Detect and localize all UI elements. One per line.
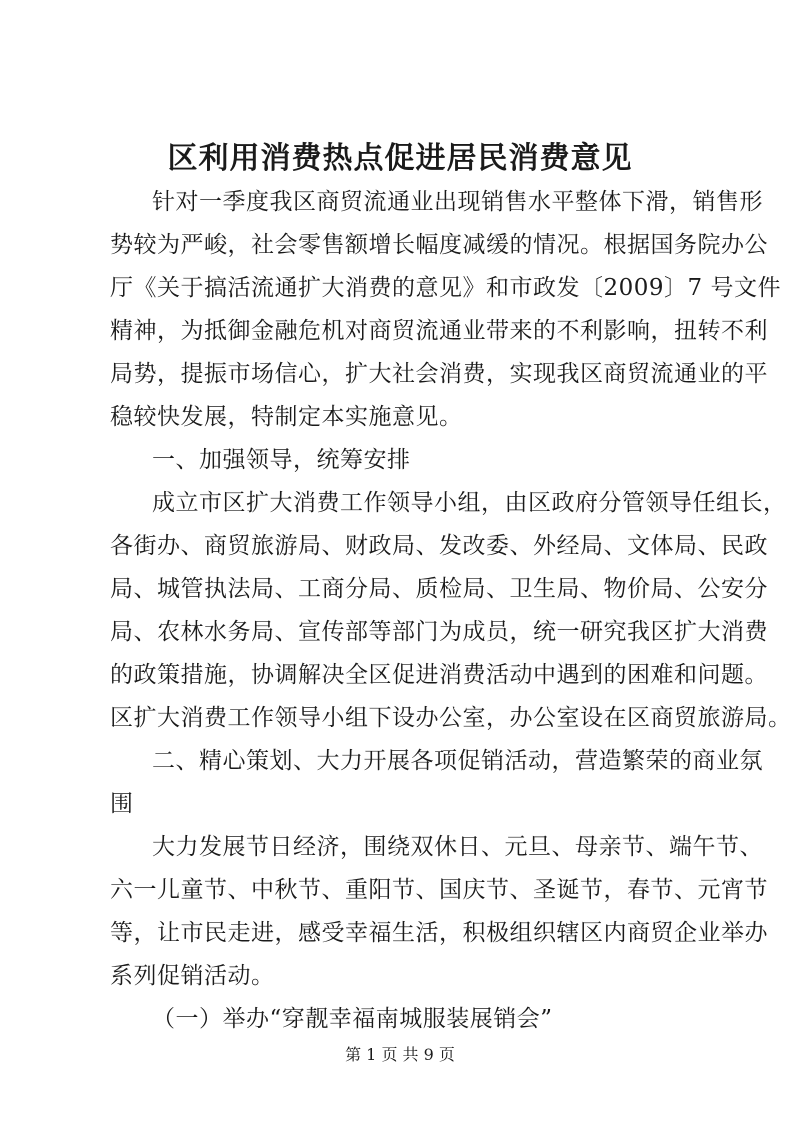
paragraph-line: 局势，提振市场信心，扩大社会消费，实现我区商贸流通业的平 — [110, 361, 768, 387]
section-heading: 二、精心策划、大力开展各项促销活动，营造繁荣的商业氛 — [152, 748, 763, 774]
paragraph-line: 大力发展节日经济，围绕双休日、元旦、母亲节、端午节、 — [152, 834, 763, 860]
paragraph-line: 区扩大消费工作领导小组下设办公室，办公室设在区商贸旅游局。 — [110, 705, 792, 731]
paragraph-line: 精神，为抵御金融危机对商贸流通业带来的不利影响，扭转不利 — [110, 318, 768, 344]
section-heading: 一、加强领导，统筹安排 — [152, 447, 411, 473]
paragraph-line: 各街办、商贸旅游局、财政局、发改委、外经局、文体局、民政 — [110, 533, 768, 559]
paragraph-line: 势较为严峻，社会零售额增长幅度减缓的情况。根据国务院办公 — [110, 232, 768, 258]
paragraph-line: 局、农林水务局、宣传部等部门为成员，统一研究我区扩大消费 — [110, 619, 768, 645]
subsection-heading: （一）举办“穿靓幸福南城服装展销会” — [152, 1006, 553, 1032]
paragraph-line: 的政策措施，协调解决全区促进消费活动中遇到的困难和问题。 — [110, 662, 768, 688]
page-footer: 第 1 页 共 9 页 — [345, 1045, 455, 1064]
paragraph-line: 局、城管执法局、工商分局、质检局、卫生局、物价局、公安分 — [110, 576, 768, 602]
paragraph-line: 系列促销活动。 — [110, 963, 275, 989]
paragraph-line: 稳较快发展，特制定本实施意见。 — [110, 404, 463, 430]
document-title: 区利用消费热点促进居民消费意见 — [167, 141, 633, 176]
paragraph-line: 成立市区扩大消费工作领导小组，由区政府分管领导任组长， — [152, 490, 787, 516]
paragraph-line: 等，让市民走进，感受幸福生活，积极组织辖区内商贸企业举办 — [110, 920, 768, 946]
paragraph-line: 六一儿童节、中秋节、重阳节、国庆节、圣诞节，春节、元宵节 — [110, 877, 768, 903]
section-heading: 围 — [110, 791, 134, 817]
paragraph-line: 厅《关于搞活流通扩大消费的意见》和市政发〔2009〕7 号文件 — [110, 275, 781, 301]
paragraph-line: 针对一季度我区商贸流通业出现销售水平整体下滑，销售形 — [152, 189, 763, 215]
